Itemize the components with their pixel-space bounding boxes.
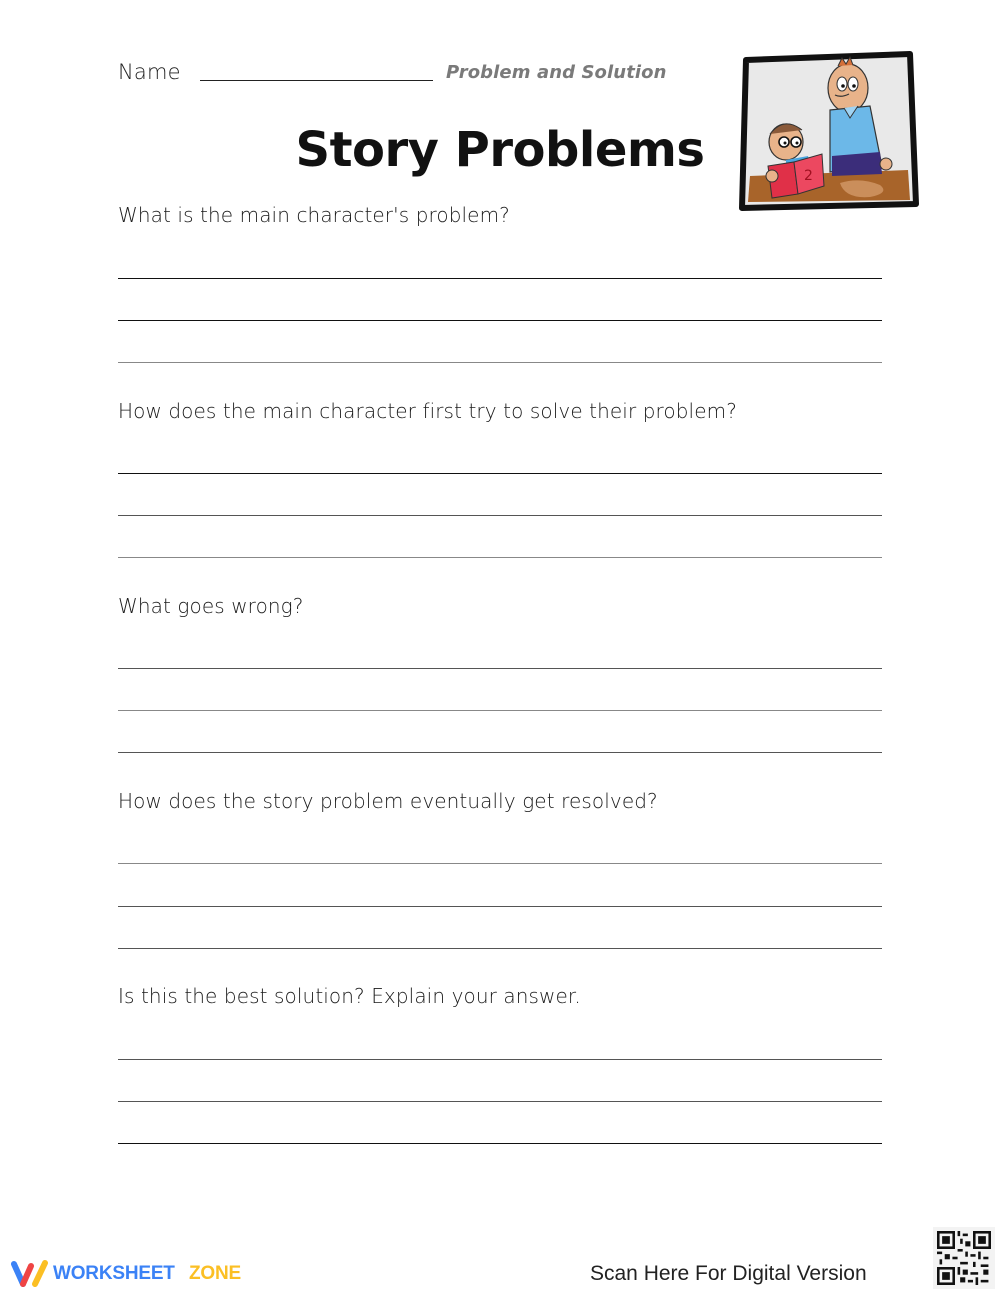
answer-line[interactable] <box>118 362 882 363</box>
answer-line[interactable] <box>118 863 882 864</box>
worksheet-subject: Problem and Solution <box>446 62 667 83</box>
answer-line[interactable] <box>118 515 882 516</box>
question-4: How does the story problem eventually get resolved? <box>118 789 658 813</box>
scan-instruction: Scan Here For Digital Version <box>590 1262 867 1285</box>
answer-line[interactable] <box>118 906 882 907</box>
answer-line[interactable] <box>118 278 882 279</box>
question-5: Is this the best solution? Explain your answer. <box>118 984 581 1008</box>
answer-line[interactable] <box>118 473 882 474</box>
page-title: Story Problems <box>295 122 705 178</box>
svg-text:2: 2 <box>804 168 813 184</box>
question-1: What is the main character's problem? <box>118 203 510 227</box>
brand-name-part2: ZONE <box>189 1263 241 1284</box>
answer-line[interactable] <box>118 752 882 753</box>
question-3: What goes wrong? <box>118 594 304 618</box>
answer-line[interactable] <box>118 1101 882 1102</box>
worksheet-zone-logo-icon <box>10 1258 50 1290</box>
worksheet-zone-logo[interactable] <box>10 1258 240 1290</box>
answer-line[interactable] <box>118 668 882 669</box>
name-label: Name <box>118 60 181 84</box>
answer-line[interactable] <box>118 1059 882 1060</box>
answer-line[interactable] <box>118 557 882 558</box>
question-2: How does the main character first try to solve their problem? <box>118 399 737 423</box>
name-input-line[interactable] <box>200 80 433 81</box>
qr-code-icon[interactable] <box>933 1227 995 1289</box>
answer-line[interactable] <box>118 948 882 949</box>
teacher-and-student-reading-icon <box>720 48 934 211</box>
answer-line[interactable] <box>118 320 882 321</box>
brand-name-part1: WORKSHEET <box>53 1263 175 1284</box>
answer-line[interactable] <box>118 1143 882 1144</box>
answer-line[interactable] <box>118 710 882 711</box>
